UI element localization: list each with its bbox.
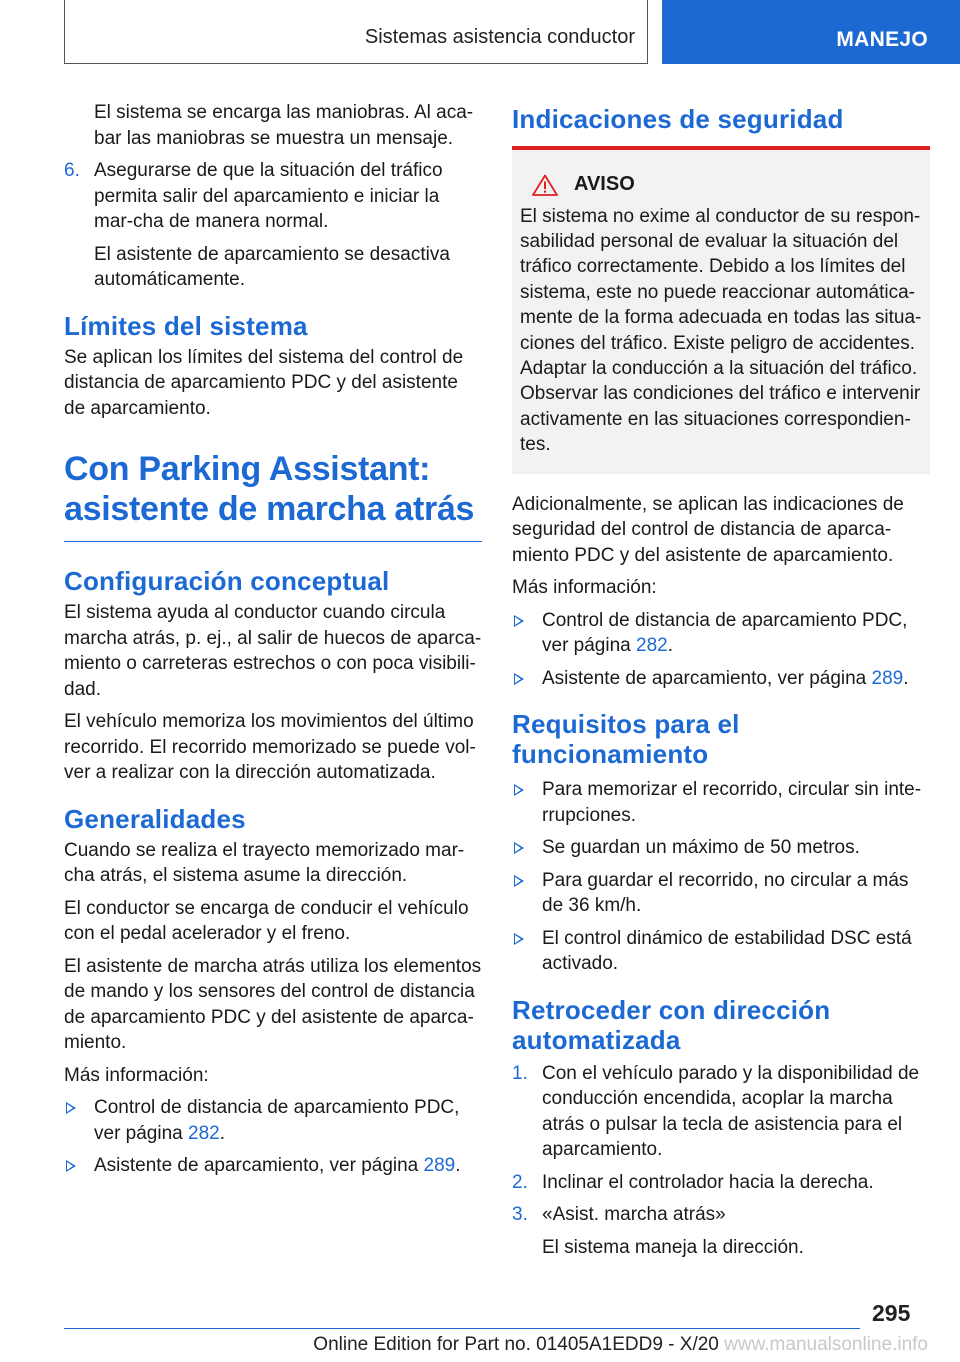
safety-paragraph: Adicionalmente, se aplican las indicaciones de seguridad del control de distancia de aparca-miento PDC y del asistente de aparcamiento. [512,493,904,566]
more-info-label: Más información: [512,577,657,599]
list-item [512,1061,930,1163]
edition-text: Online Edition for Part no. 01405A1EDD9 - X/20 [313,1334,719,1355]
page-link[interactable]: 289 [423,1155,456,1176]
list-item [512,1170,930,1196]
requirement-text: Para memorizar el recorrido, circular sin inte-rrupciones. [542,779,922,826]
requirements-heading: Requisitos para el funcionamiento [512,709,740,770]
reference-end: . [455,1155,461,1176]
step3-note: El sistema maneja la dirección. [542,1236,804,1258]
step-text: Con el vehículo parado y la disponibilidad de conducción encendida, acoplar la marcha atrás o pulsar la tecla de asistencia para el aparcamiento. [542,1062,920,1161]
page-link[interactable]: 282 [188,1122,220,1144]
chapter-tab[interactable] [662,0,960,64]
list-triangle-icon [514,673,524,685]
list-item [512,777,930,828]
left-column [64,100,482,1186]
footer-rule [64,1328,860,1329]
header-section-box [64,0,648,64]
limits-text: Se aplican los límites del sistema del control de distancia de aparcamiento PDC y del asistente de aparcamiento. [64,346,464,419]
requirement-text: El control dinámico de estabilidad DSC está activado. [542,927,912,975]
list-item [512,1202,930,1228]
list-triangle-icon [514,784,524,796]
step-text: «Asist. marcha atrás» [542,1204,726,1226]
requirement-text: Para guardar el recorrido, no circular a más de 36 km/h. [542,869,909,917]
general-heading: Generalidades [64,803,246,834]
footer-text [0,1334,928,1356]
steps-list [512,1061,930,1228]
list-triangle-icon [514,933,524,945]
list-item [512,868,930,919]
step-number: 2. [512,1171,528,1193]
right-column [512,100,930,1267]
chapter-label: MANEJO [836,28,928,51]
main-heading-block [64,449,482,542]
step-text: Asegurarse de que la situación del tráfico permita salir del aparcamiento e iniciar la mar-cha de manera normal. [94,160,443,232]
step-text: Inclinar el controlador hacia la derecha. [542,1171,874,1193]
reference-end: . [903,667,909,689]
warning-triangle-icon [532,174,558,196]
reference-text: Control de distancia de aparcamiento PDC, ver página [94,1097,460,1144]
more-info-label: Más información: [64,1064,209,1086]
warning-box [512,146,930,474]
main-heading: Con Parking Assistant: asistente de marcha atrás [64,450,475,528]
concept-heading: Configuración conceptual [64,566,390,596]
reference-end: . [667,635,673,657]
step-list-cont [64,158,482,235]
page-number: 295 [872,1300,911,1326]
page-link[interactable]: 289 [871,667,904,689]
watermark-text: www.manualsonline.info [724,1334,928,1355]
list-item [64,158,482,235]
step-number: 3. [512,1204,528,1226]
section-title: Sistemas asistencia conductor [364,26,635,48]
list-triangle-icon [66,1160,76,1172]
requirement-text: Se guardan un máximo de 50 metros. [542,837,860,859]
warning-title: AVISO [574,173,635,195]
safety-heading: Indicaciones de seguridad [512,104,844,134]
page-link[interactable]: 282 [636,635,668,657]
concept-paragraph-1: El sistema ayuda al conductor cuando circula marcha atrás, p. ej., al salir de huecos de aparca-miento o carreteras estrechos o con poca visibili-dad. [64,602,482,700]
list-triangle-icon [66,1102,76,1114]
step-number: 6. [64,160,80,181]
list-item [64,1095,482,1146]
reference-end: . [219,1122,225,1144]
reference-text: Asistente de aparcamiento, ver página [94,1155,424,1176]
warning-text: El sistema no exime al conductor de su respon-sabilidad personal de evaluar la situación del tráfico correctamente. Debido a los límites del sistema, este no puede reaccionar automática-mente de la forma adecuada en todas las situa-ciones del tráfico. Existe peligro de accidentes. Adaptar la conducción a la situación del tráfico. Observar las condiciones del tráfico e intervenir activamente en las situaciones correspondien-tes. [520,205,922,456]
general-paragraph-1: Cuando se realiza el trayecto memorizado mar-cha atrás, el sistema asume la dirección. [64,839,465,886]
list-item [512,835,930,861]
reverse-heading: Retroceder con dirección automatizada [512,994,831,1055]
list-item [512,666,930,692]
requirements-list [512,777,930,977]
step6-note: El asistente de aparcamiento se desactiva automáticamente. [94,243,450,290]
warning-header [532,172,922,198]
reference-text: Asistente de aparcamiento, ver página [542,667,872,689]
step-number: 1. [512,1062,528,1084]
reference-text: Control de distancia de aparcamiento PDC, ver página [542,609,908,657]
list-item [512,926,930,977]
limits-heading: Límites del sistema [64,310,308,341]
reference-list [64,1095,482,1179]
general-paragraph-3: El asistente de marcha atrás utiliza los elementos de mando y los sensores del control de distancia de aparcamiento PDC y del asistente de aparca-miento. [64,955,482,1053]
reference-list [512,608,930,692]
list-triangle-icon [514,875,524,887]
step5-continuation: El sistema se encarga las maniobras. Al aca-bar las maniobras se muestra un mensaje. [94,102,474,149]
list-triangle-icon [514,615,524,627]
concept-paragraph-2: El vehículo memoriza los movimientos del último recorrido. El recorrido memorizado se puede vol-ver a realizar con la dirección automatizada. [64,711,476,783]
general-paragraph-2: El conductor se encarga de conducir el vehículo con el pedal acelerador y el freno. [64,897,469,944]
list-triangle-icon [514,842,524,854]
list-item [64,1153,482,1179]
list-item [512,608,930,659]
